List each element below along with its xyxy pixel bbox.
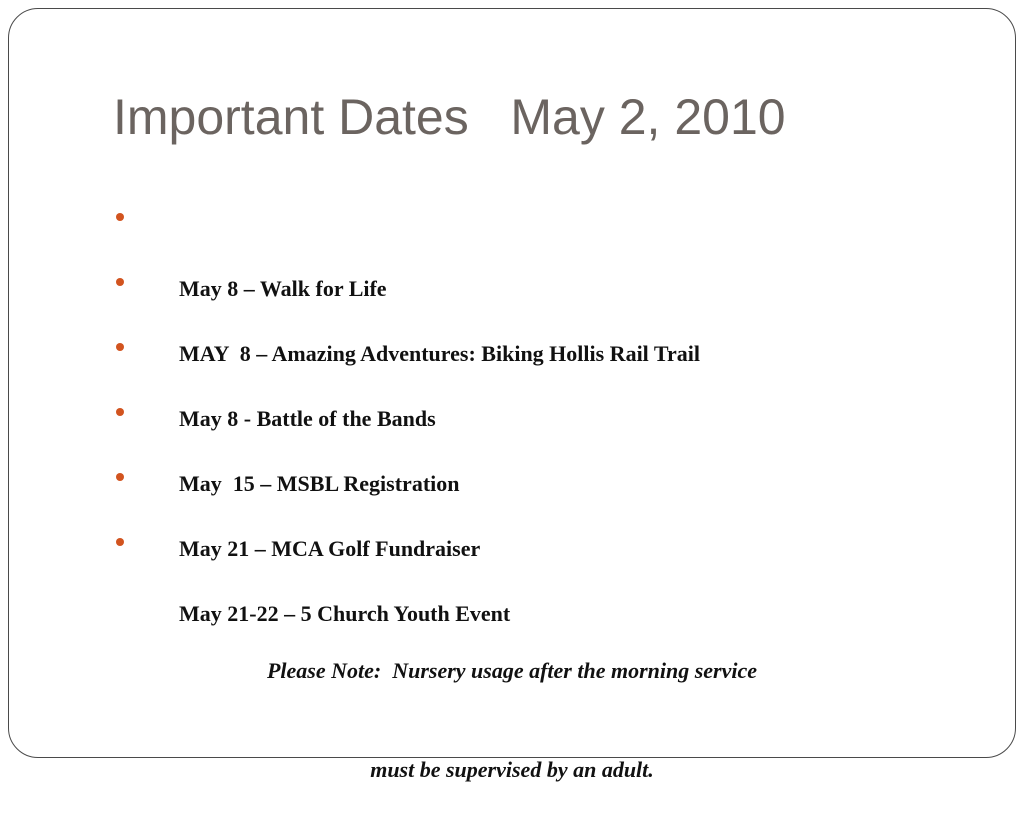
list-item-text: May 21-22 – 5 Church Youth Event: [179, 601, 511, 626]
bullet-dot-icon: [116, 213, 124, 221]
list-item: [113, 394, 700, 496]
list-item: [113, 459, 700, 561]
list-item: [113, 524, 700, 626]
bullet-dot-icon: [116, 473, 124, 481]
note-line-2: must be supervised by an adult.: [370, 757, 654, 782]
list-item: [113, 264, 700, 366]
list-item-text: May 8 - Battle of the Bands: [179, 406, 436, 431]
important-dates-list: [113, 199, 700, 626]
list-item-text: MAY 8 – Amazing Adventures: Biking Hollis Rail Trail: [179, 341, 700, 366]
list-item-text: May 21 – MCA Golf Fundraiser: [179, 536, 481, 561]
bullet-dot-icon: [116, 408, 124, 416]
list-item: [113, 329, 700, 431]
note-line-1: Please Note: Nursery usage after the morning service: [266, 658, 758, 683]
bullet-dot-icon: [116, 278, 124, 286]
slide-title: Important Dates May 2, 2010: [113, 89, 786, 145]
list-item-text: May 8 – Walk for Life: [179, 276, 387, 301]
bullet-dot-icon: [116, 343, 124, 351]
list-item: [113, 199, 700, 301]
list-item-text: May 15 – MSBL Registration: [179, 471, 460, 496]
nursery-note: [8, 588, 1016, 819]
bullet-dot-icon: [116, 538, 124, 546]
